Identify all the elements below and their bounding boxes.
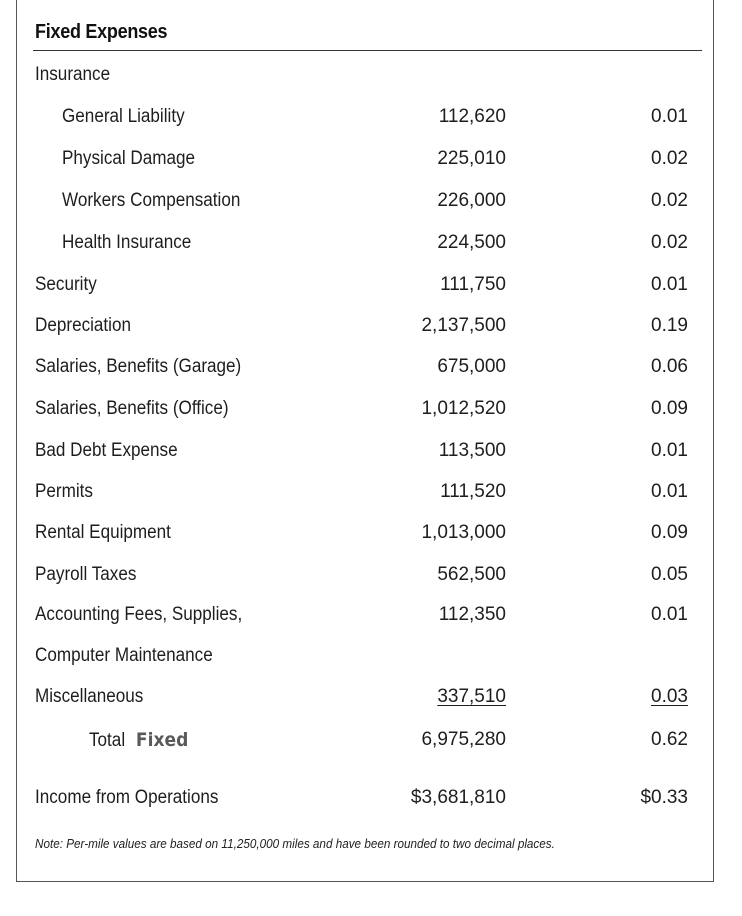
row-permile: 0.02: [651, 232, 688, 253]
row-amount: 224,500: [437, 232, 506, 253]
row-permile: 0.02: [651, 190, 688, 211]
row-permile: 0.02: [651, 148, 688, 169]
row-amount: 112,350: [438, 604, 506, 625]
row-label: Bad Debt Expense: [35, 440, 178, 461]
row-amount: 112,620: [438, 106, 506, 127]
row-label: Salaries, Benefits (Garage): [35, 356, 242, 377]
total-label-wrapper: [89, 729, 188, 752]
row-insurance: [0, 60, 742, 90]
row-label: Security: [35, 274, 97, 295]
total-permile: 0.62: [651, 729, 688, 750]
row-depreciation: [0, 311, 742, 341]
row-salaries-office: [0, 394, 742, 424]
total-label: Total: [89, 730, 126, 751]
row-label: Accounting Fees, Supplies,: [35, 604, 243, 625]
footnote: Note: Per-mile values are based on 11,250,000 miles and have been rounded to two decimal places.: [35, 836, 555, 851]
heading-rule: [33, 50, 702, 51]
row-rental-equipment: [0, 518, 742, 548]
row-miscellaneous: [0, 682, 742, 712]
section-heading: Fixed Expenses: [35, 21, 168, 43]
row-amount: 2,137,500: [421, 315, 506, 336]
row-permile: 0.01: [651, 274, 688, 295]
row-bad-debt: [0, 436, 742, 466]
total-amount: 6,975,280: [421, 729, 506, 750]
row-label: Health Insurance: [62, 232, 192, 253]
row-amount: 1,012,520: [421, 398, 506, 419]
row-salaries-garage: [0, 352, 742, 382]
row-amount: 111,520: [440, 481, 506, 502]
row-permile: 0.01: [651, 106, 688, 127]
row-amount: 225,010: [437, 148, 506, 169]
row-total-fixed: [0, 725, 742, 755]
row-label: Insurance: [35, 64, 111, 85]
row-income-from-operations: [0, 783, 742, 813]
row-label: Payroll Taxes: [35, 564, 137, 585]
row-label: Depreciation: [35, 315, 132, 336]
row-permile: 0.06: [651, 356, 688, 377]
row-label: General Liability: [62, 106, 185, 127]
income-permile: $0.33: [640, 787, 688, 808]
row-health-insurance: [0, 228, 742, 258]
row-label: Salaries, Benefits (Office): [35, 398, 229, 419]
income-label: Income from Operations: [35, 787, 219, 808]
row-permile: 0.09: [651, 522, 688, 543]
row-label: Rental Equipment: [35, 522, 171, 543]
row-permile: 0.19: [651, 315, 688, 336]
row-label: Physical Damage: [62, 148, 196, 169]
income-amount: $3,681,810: [410, 787, 506, 808]
row-amount: 337,510: [437, 686, 506, 707]
row-amount: 562,500: [437, 564, 506, 585]
row-permile: 0.05: [651, 564, 688, 585]
row-permile: 0.09: [651, 398, 688, 419]
row-physical-damage: [0, 144, 742, 174]
row-amount: 675,000: [437, 356, 506, 377]
row-security: [0, 270, 742, 300]
row-amount: 1,013,000: [421, 522, 506, 543]
row-label: Miscellaneous: [35, 686, 144, 707]
row-amount: 113,500: [438, 440, 506, 461]
row-amount: 111,750: [440, 274, 506, 295]
row-permile: 0.01: [651, 440, 688, 461]
row-workers-compensation: [0, 186, 742, 216]
row-general-liability: [0, 102, 742, 132]
row-computer-maintenance: [0, 641, 742, 671]
row-permile: 0.01: [651, 481, 688, 502]
row-amount: 226,000: [437, 190, 506, 211]
row-permits: [0, 477, 742, 507]
row-permile: 0.01: [651, 604, 688, 625]
row-label: Workers Compensation: [62, 190, 241, 211]
row-label: Computer Maintenance: [35, 645, 213, 666]
row-accounting-fees: [0, 600, 742, 630]
row-payroll-taxes: [0, 560, 742, 590]
row-permile: 0.03: [651, 686, 688, 707]
total-label-suffix: Fixed: [135, 729, 189, 751]
row-label: Permits: [35, 481, 93, 502]
